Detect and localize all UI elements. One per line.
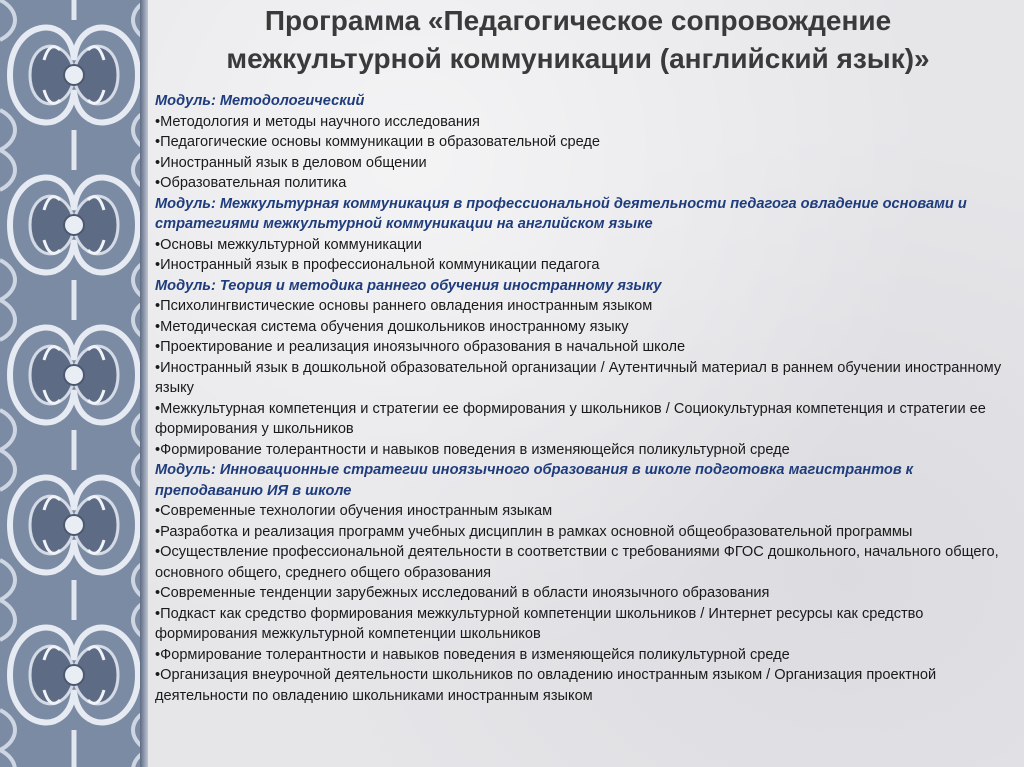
page-title [148,2,1008,78]
list-item: • Образовательная политика [155,173,1005,194]
title-line-1: Программа «Педагогическое сопровождение [264,5,892,36]
ornament-pattern-icon [0,0,148,767]
list-item: • Организация внеурочной деятельности школьников по овладению иностранным языком / Организация проектной деятельности по овладению школьниками иностранным языком [155,665,1005,706]
list-item: • Методическая система обучения дошкольников иностранному языку [155,317,1005,338]
module-heading: Модуль: Инновационные стратегии иноязычного образования в школе подготовка магистрантов к преподаванию ИЯ в школе [155,462,914,499]
list-item: • Психолингвистические основы раннего овладения иностранным языком [155,296,1005,317]
list-item: • Разработка и реализация программ учебных дисциплин в рамках основной общеобразовательной программы [155,522,1005,543]
module-heading: Модуль: Методологический [155,93,365,109]
list-item: • Иностранный язык в деловом общении [155,153,1005,174]
list-item: • Проектирование и реализация иноязычного образования в начальной школе [155,337,1005,358]
ornament-edge-shadow [140,0,148,767]
list-item: • Подкаст как средство формирования межкультурной компетенции школьников / Интернет ресурсы как средство формирования межкультурной компетенции школьников [155,604,1005,645]
list-item: • Межкультурная компетенция и стратегии ее формирования у школьников / Социокультурная компетенция и стратегии ее формирования у школьников [155,399,1005,440]
list-item: • Формирование толерантности и навыков поведения в изменяющейся поликультурной среде [155,440,1005,461]
list-item: • Педагогические основы коммуникации в образовательной среде [155,132,1005,153]
module-heading: Модуль: Межкультурная коммуникация в профессиональной деятельности педагога овладение основами и стратегиями межкультурной коммуникации на английском языке [155,195,967,232]
list-item: • Основы межкультурной коммуникации [155,235,1005,256]
decorative-ornament-border [0,0,148,767]
list-item: • Современные технологии обучения иностранным языкам [155,501,1005,522]
list-item: • Иностранный язык в профессиональной коммуникации педагога [155,255,1005,276]
list-item: • Методология и методы научного исследования [155,112,1005,133]
list-item: • Современные тенденции зарубежных исследований в области иноязычного образования [155,583,1005,604]
list-item: • Иностранный язык в дошкольной образовательной организации / Аутентичный материал в раннем обучении иностранному языку [155,358,1005,399]
program-content [155,91,1005,706]
module-heading: Модуль: Теория и методика раннего обучения иностранному языку [155,277,662,294]
title-line-2: межкультурной коммуникации (английский язык)» [226,43,930,74]
list-item: • Осуществление профессиональной деятельности в соответствии с требованиями ФГОС дошкольного, начального общего, основного общего, среднего общего образования [155,542,1005,583]
list-item: • Формирование толерантности и навыков поведения в изменяющейся поликультурной среде [155,645,1005,666]
